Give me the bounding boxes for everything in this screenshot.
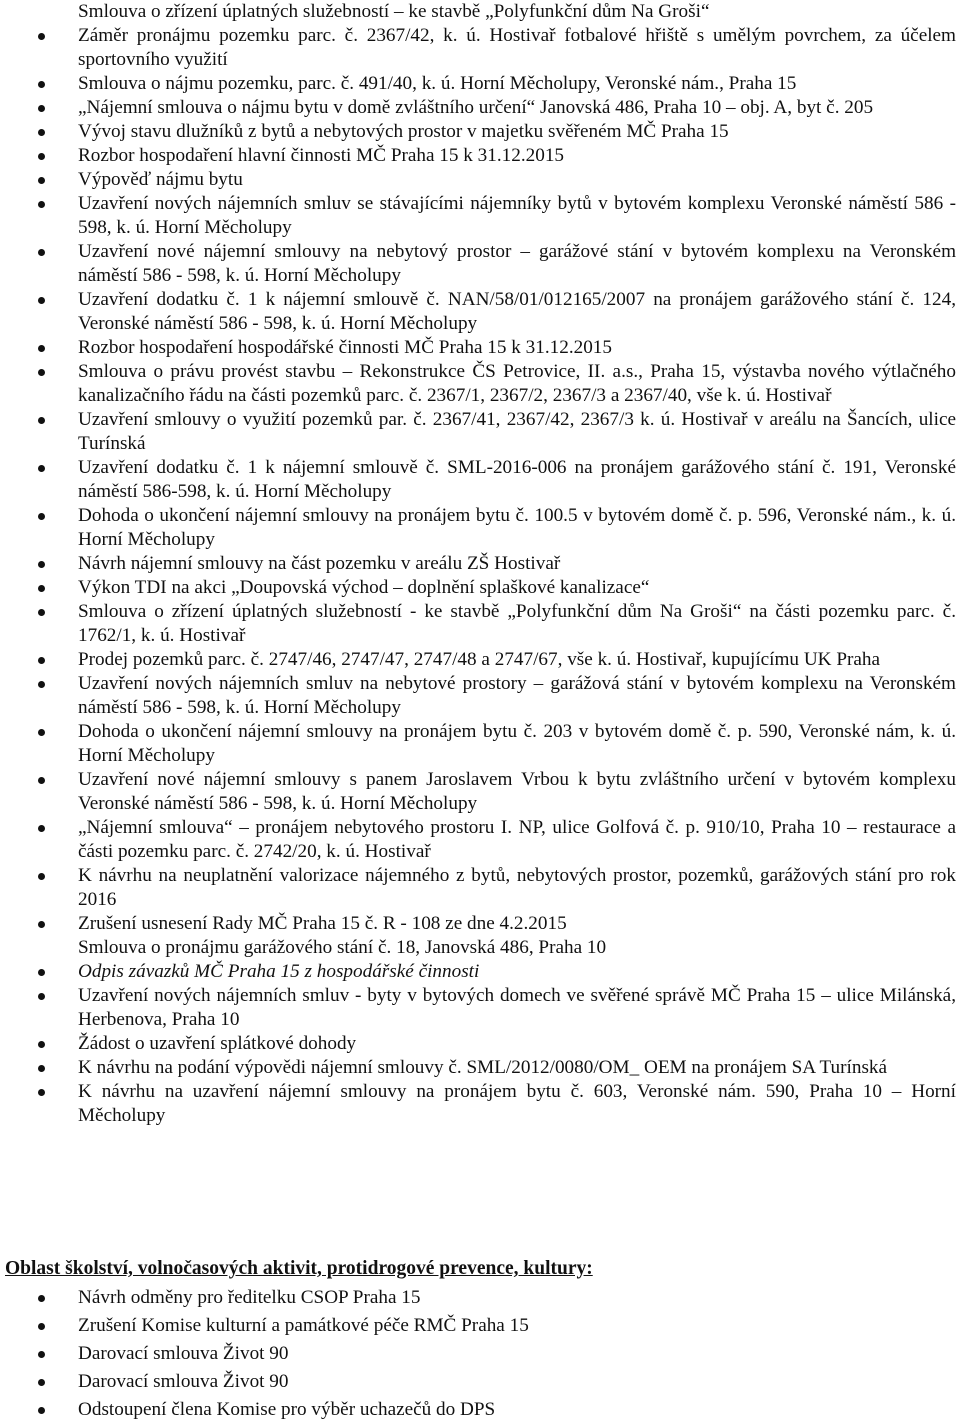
list-item: Dohoda o ukončení nájemní smlouvy na pronájem bytu č. 100.5 v bytovém domě č. p. 596, Veronské nám., k. ú. Horní Měcholupy bbox=[0, 504, 960, 552]
list-item: Smlouva o právu provést stavbu – Rekonstrukce ČS Petrovice, II. a.s., Praha 15, výstavba nového výtlačného kanalizačního řádu na části pozemků parc. č. 2367/1, 2367/2, 2367/3 a 2367/40, vše k. ú. Hostivař bbox=[0, 360, 960, 408]
list-item: Odpis závazků MČ Praha 15 z hospodářské činnosti bbox=[0, 960, 960, 984]
list-item: „Nájemní smlouva“ – pronájem nebytového prostoru I. NP, ulice Golfová č. p. 910/10, Praha 10 – restaurace a části pozemku parc. č. 2742/20, k. ú. Hostivař bbox=[0, 816, 960, 864]
list-item: Výpověď nájmu bytu bbox=[0, 168, 960, 192]
list-item: Dohoda o ukončení nájemní smlouvy na pronájem bytu č. 203 v bytovém domě č. p. 590, Veronské nám, k. ú. Horní Měcholupy bbox=[0, 720, 960, 768]
list-item: Výkon TDI na akci „Doupovská východ – doplnění splaškové kanalizace“ bbox=[0, 576, 960, 600]
list-item: „Nájemní smlouva o nájmu bytu v domě zvláštního určení“ Janovská 486, Praha 10 – obj. A, byt č. 205 bbox=[0, 96, 960, 120]
list-item: Smlouva o zřízení úplatných služebností - ke stavbě „Polyfunkční dům Na Groši“ na části pozemku parc. č. 1762/1, k. ú. Hostivař bbox=[0, 600, 960, 648]
list-item: Uzavření dodatku č. 1 k nájemní smlouvě č. NAN/58/01/012165/2007 na pronájem garážového stání č. 124, Veronské náměstí 586 - 598, k. ú. Horní Měcholupy bbox=[0, 288, 960, 336]
list-item: Zrušení Komise kulturní a památkové péče RMČ Praha 15 bbox=[0, 1314, 960, 1342]
list-item: K návrhu na uzavření nájemní smlouvy na pronájem bytu č. 603, Veronské nám. 590, Praha 10 – Horní Měcholupy bbox=[0, 1080, 960, 1128]
list-item: Uzavření nových nájemních smluv se stávajícími nájemníky bytů v bytovém komplexu Veronské náměstí 586 - 598, k. ú. Horní Měcholupy bbox=[0, 192, 960, 240]
list-item: Žádost o uzavření splátkové dohody bbox=[0, 1032, 960, 1056]
list-item: Návrh nájemní smlouvy na část pozemku v areálu ZŠ Hostivař bbox=[0, 552, 960, 576]
list-item: Darovací smlouva Život 90 bbox=[0, 1370, 960, 1398]
list-item: Uzavření dodatku č. 1 k nájemní smlouvě č. SML-2016-006 na pronájem garážového stání č. 191, Veronské náměstí 586-598, k. ú. Horní Měcholupy bbox=[0, 456, 960, 504]
list-item: Návrh odměny pro ředitelku CSOP Praha 15 bbox=[0, 1286, 960, 1314]
list-item: Rozbor hospodaření hlavní činnosti MČ Praha 15 k 31.12.2015 bbox=[0, 144, 960, 168]
list-item: K návrhu na neuplatnění valorizace nájemného z bytů, nebytových prostor, pozemků, garážových stání pro rok 2016 bbox=[0, 864, 960, 912]
education-culture-list bbox=[0, 1286, 960, 1426]
list-item: Prodej pozemků parc. č. 2747/46, 2747/47, 2747/48 a 2747/67, vše k. ú. Hostivař, kupujícímu UK Praha bbox=[0, 648, 960, 672]
list-item: K návrhu na podání výpovědi nájemní smlouvy č. SML/2012/0080/OM_ OEM na pronájem SA Turínská bbox=[0, 1056, 960, 1080]
list-item: Rozbor hospodaření hospodářské činnosti MČ Praha 15 k 31.12.2015 bbox=[0, 336, 960, 360]
list-item: Uzavření nových nájemních smluv - byty v bytových domech ve svěřené správě MČ Praha 15 – ulice Milánská, Herbenova, Praha 10 bbox=[0, 984, 960, 1032]
list-item: Uzavření smlouvy o využití pozemků par. č. 2367/41, 2367/42, 2367/3 k. ú. Hostivař v areálu na Šancích, ulice Turínská bbox=[0, 408, 960, 456]
list-item: Odstoupení člena Komise pro výběr uchazečů do DPS bbox=[0, 1398, 960, 1426]
list-item: Smlouva o nájmu pozemku, parc. č. 491/40, k. ú. Horní Měcholupy, Veronské nám., Praha 15 bbox=[0, 72, 960, 96]
list-item: Záměr pronájmu pozemku parc. č. 2367/42, k. ú. Hostivař fotbalové hřiště s umělým povrchem, za účelem sportovního využití bbox=[0, 24, 960, 72]
list-item: Darovací smlouva Život 90 bbox=[0, 1342, 960, 1370]
list-item: Uzavření nové nájemní smlouvy s panem Jaroslavem Vrbou k bytu zvláštního určení v bytovém komplexu Veronské náměstí 586 - 598, k. ú. Horní Měcholupy bbox=[0, 768, 960, 816]
list-item: Zrušení usnesení Rady MČ Praha 15 č. R - 108 ze dne 4.2.2015 bbox=[0, 912, 960, 936]
list-item: Vývoj stavu dlužníků z bytů a nebytových prostor v majetku svěřeném MČ Praha 15 bbox=[0, 120, 960, 144]
list-item: Smlouva o pronájmu garážového stání č. 18, Janovská 486, Praha 10 bbox=[78, 937, 607, 958]
section-heading: Oblast školství, volnočasových aktivit, protidrogové prevence, kultury: bbox=[5, 1258, 593, 1279]
list-item: Smlouva o zřízení úplatných služebností – ke stavbě „Polyfunkční dům Na Groši“ bbox=[78, 1, 710, 22]
list-item: Uzavření nových nájemních smluv na nebytové prostory – garážová stání v bytovém komplexu na Veronském náměstí 586 - 598, k. ú. Horní Měcholupy bbox=[0, 672, 960, 720]
list-item: Uzavření nové nájemní smlouvy na nebytový prostor – garážové stání v bytovém komplexu na Veronském náměstí 586 - 598, k. ú. Horní Měcholupy bbox=[0, 240, 960, 288]
